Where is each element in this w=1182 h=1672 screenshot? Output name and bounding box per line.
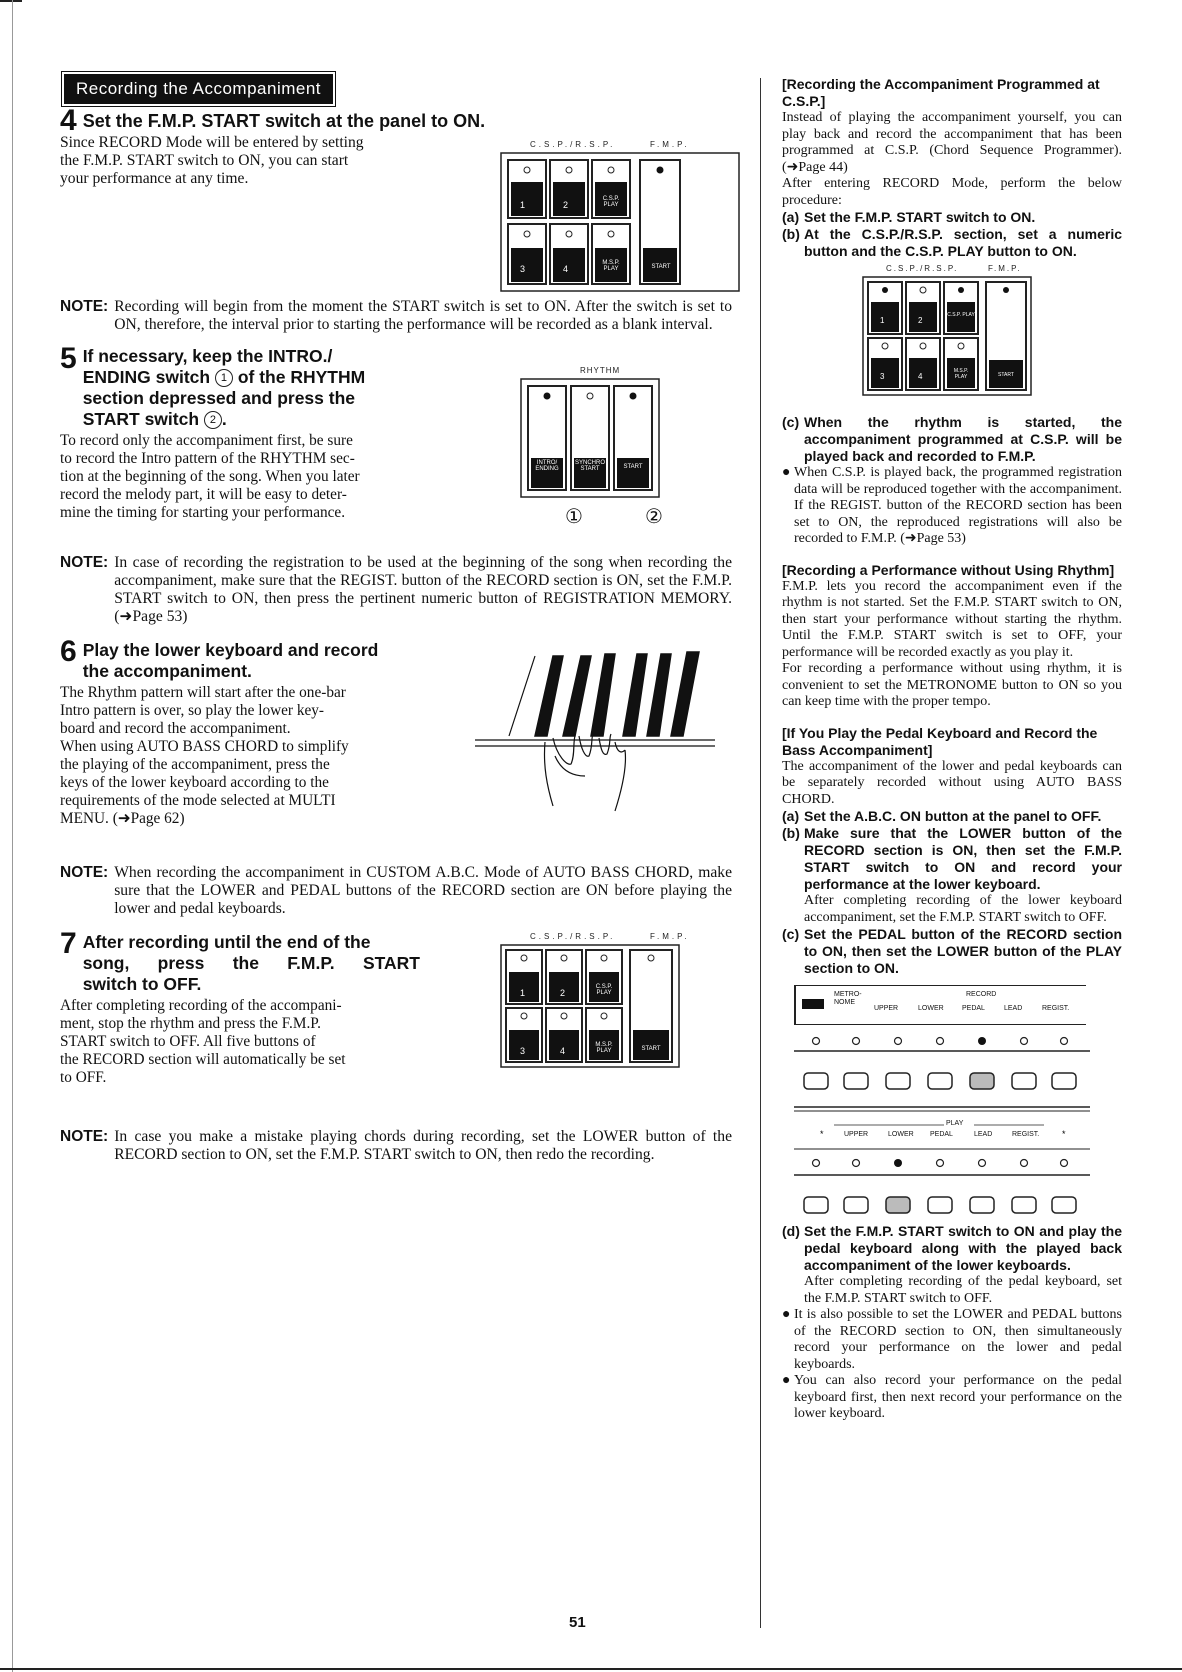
step-7-title-line-2: song, press the F.M.P. START <box>82 953 420 973</box>
pedal-step-c-label: (c) <box>782 926 800 942</box>
csp-btn-4: 4 <box>918 372 923 381</box>
step-6-line-3: board and record the accompaniment. <box>60 720 291 737</box>
rhythm-btn-intro: INTRO/ ENDING <box>535 460 559 472</box>
csp-panel-label-left: C.S.P./R.S.P. <box>886 264 959 273</box>
csp-btn-2: 2 <box>918 316 923 325</box>
note-2-label: NOTE: <box>60 554 109 571</box>
step-4-title: Set the F.M.P. START switch at the panel to ON. <box>82 111 486 131</box>
panel-buttons-bottom <box>508 224 630 284</box>
csp-panel-illustration <box>862 264 1122 410</box>
note-2-text: In case of recording the registration to be used at the beginning of the song when recording the accompaniment, make sure that the REGIST. button of the RECORD section is ON, set the F.M.P. START switch to ON, then press the pertinent numeric button of REGISTRATION MEMORY. (➜Page 53) <box>114 554 732 625</box>
step-6 <box>60 635 732 858</box>
csp-btn-start: START <box>998 372 1014 378</box>
csp-intro: Instead of playing the accompaniment yourself, you can play back and record the accompaniment that has been programmed at C.S.P. (Chord Sequence Programmer). (➜Page 44) <box>782 110 1122 175</box>
record-label-lower: LOWER <box>918 1005 944 1012</box>
play-star-left: * <box>820 1129 824 1139</box>
page-number: 51 <box>569 1614 586 1631</box>
step-7-line-2: ment, stop the rhythm and press the F.M.P. <box>60 1015 321 1032</box>
fmp-panel-illustration-step7 <box>500 932 740 1072</box>
btn7-label-msp-play: M.S.P. PLAY <box>595 1042 613 1054</box>
btn7-label-1: 1 <box>520 988 526 998</box>
play-label-lead: LEAD <box>974 1131 993 1138</box>
bullet-dot: ● <box>782 1307 791 1322</box>
step-5-heading <box>60 342 420 430</box>
pedal-bullet-2-text: You can also record your performance on the pedal keyboard first, then next record your performance on the lower keyboard. <box>794 1373 1122 1421</box>
step-4-body <box>60 134 440 188</box>
pedal-step-a <box>782 808 1122 825</box>
column-divider <box>760 78 761 1628</box>
step-5-title-line-4: START switch 2 . <box>82 409 227 429</box>
pedal-step-a-text: Set the A.B.C. ON button at the panel to OFF. <box>804 808 1102 824</box>
rhythm-btn-synchro: SYNCHRO START <box>574 460 605 472</box>
csp-panel-label-right: F.M.P. <box>988 264 1022 273</box>
btn-label-start: START <box>651 264 671 270</box>
record-panel-illustration <box>794 985 1094 1221</box>
pedal-step-b <box>782 825 1122 893</box>
csp-step-a <box>782 209 1122 226</box>
note-1-text: Recording will begin from the moment the START switch is set to ON. After the switch is set to ON, therefore, the interval prior to starting the performance will be recorded as a blank interval. <box>114 298 732 333</box>
play-star-right: * <box>1062 1129 1066 1139</box>
csp-bullet-text: When C.S.P. is played back, the programmed registration data will be reproduced together with the accompaniment. If the REGIST. button of the RECORD section has been set to ON, the reproduced registrations will also be recorded to F.M.P. (➜Page 53) <box>794 465 1122 546</box>
note-3-label: NOTE: <box>60 864 109 881</box>
csp-step-b <box>782 226 1122 260</box>
btn-label-4: 4 <box>563 264 569 274</box>
step-4-line-3: your performance at any time. <box>60 170 249 187</box>
panel-label-fmp-7: F.M.P. <box>650 932 690 941</box>
step-4 <box>60 104 732 290</box>
csp-btn-csp-play: C.S.P. PLAY <box>947 312 975 318</box>
panel-label-fmp: F.M.P. <box>650 140 690 149</box>
step-6-line-7: requirements of the mode selected at MULTI <box>60 792 336 809</box>
step-6-body <box>60 684 416 828</box>
panel-label-csp-7: C.S.P./R.S.P. <box>530 932 616 941</box>
btn-label-1: 1 <box>520 200 526 210</box>
btn-label-csp-play: C.S.P. PLAY <box>602 196 620 208</box>
step-5-title-line-2b: of the RHYTHM <box>237 367 366 387</box>
btn7-label-2: 2 <box>560 988 566 998</box>
step-7 <box>60 927 732 1122</box>
csp-btn-msp-play: M.S.P. PLAY <box>953 368 969 380</box>
bullet-dot: ● <box>782 465 791 480</box>
rhythm-panel-label: RHYTHM <box>580 366 621 375</box>
step-4-line-1: Since RECORD Mode will be entered by setting <box>60 134 364 151</box>
play-label-upper: UPPER <box>844 1131 869 1138</box>
section-banner <box>64 74 732 104</box>
pedal-heading: [If You Play the Pedal Keyboard and Record the Bass Accompaniment] <box>782 724 1098 758</box>
step-5-line-2: to record the Intro pattern of the RHYTHM sec- <box>60 450 355 467</box>
step-6-title-line-1: Play the lower keyboard and record <box>82 640 379 660</box>
pedal-step-c-text: Set the PEDAL button of the RECORD section to ON, then set the LOWER button of the PLAY section to ON. <box>804 926 1122 976</box>
pedal-bullet-1 <box>782 1307 1122 1373</box>
step-5-title-line-2 <box>83 367 420 388</box>
csp-btn-1: 1 <box>880 316 885 325</box>
corner-mark <box>0 0 22 8</box>
btn7-label-start: START <box>641 1046 661 1052</box>
csp-step-b-text: At the C.S.P./R.S.P. section, set a numeric button and the C.S.P. PLAY button to ON. <box>804 226 1122 259</box>
btn-label-2: 2 <box>563 200 569 210</box>
btn-label-msp-play: M.S.P. PLAY <box>602 260 620 272</box>
csp-btn-3: 3 <box>880 372 885 381</box>
rhythm-btn-start: START <box>623 464 643 470</box>
csp-step-c-label: (c) <box>782 414 800 430</box>
note-4 <box>60 1128 732 1164</box>
page-bottom-line <box>0 1668 1182 1670</box>
panel-label-csp: C.S.P./R.S.P. <box>530 140 616 149</box>
note-4-label: NOTE: <box>60 1128 109 1145</box>
fmp-panel-illustration-step4 <box>500 140 740 290</box>
rhythm-callout-1: ① <box>565 506 583 528</box>
step-5-line-5: mine the timing for starting your performance. <box>60 504 346 521</box>
note-2 <box>60 554 732 626</box>
record-label-pedal: PEDAL <box>962 1005 985 1012</box>
pedal-step-d-text: Set the F.M.P. START switch to ON and play the pedal keyboard along with the played back accompaniment of the lower keyboards. <box>804 1223 1122 1273</box>
pedal-step-d-label: (d) <box>782 1223 800 1239</box>
btn7-label-4: 4 <box>560 1046 566 1056</box>
pedal-step-c <box>782 926 1122 977</box>
note-4-text: In case you make a mistake playing chords during recording, set the LOWER button of the RECORD section to ON, set the F.M.P. START switch to ON, then redo the recording. <box>114 1128 732 1163</box>
step-7-title-line-1: After recording until the end of the <box>82 932 371 952</box>
step-6-line-5: the playing of the accompaniment, press the <box>60 756 330 773</box>
rhythm-panel-graphic <box>520 378 660 498</box>
step-7-number: 7 <box>60 927 77 960</box>
step-7-title-line-3: switch to OFF. <box>82 974 202 994</box>
btn7-label-3: 3 <box>520 1046 526 1056</box>
step-6-line-4: When using AUTO BASS CHORD to simplify <box>60 738 349 755</box>
step-6-line-8: MENU. (➜Page 62) <box>60 810 185 827</box>
pedal-step-d <box>782 1223 1122 1274</box>
note-3-text: When recording the accompaniment in CUSTOM A.B.C. Mode of AUTO BASS CHORD, make sure that the LOWER and PEDAL buttons of the RECORD section are ON before playing the lower and pedal keyboards. <box>114 864 732 917</box>
keyboard-hand-illustration <box>475 646 715 826</box>
pedal-step-b-text: Make sure that the LOWER button of the RECORD section is ON, then set the F.M.P. START switch to ON and record your performance at the lower keyboard. <box>804 825 1122 892</box>
step-7-line-4: the RECORD section will automatically be set <box>60 1051 346 1068</box>
step-4-number: 4 <box>60 104 77 137</box>
play-group-label: PLAY <box>946 1120 964 1127</box>
step-5-title-line-2a: ENDING switch <box>82 367 211 387</box>
play-label-regist: REGIST. <box>1012 1131 1040 1138</box>
step-6-heading <box>60 635 440 682</box>
csp-step-c-text: When the rhythm is started, the accompaniment programmed at C.S.P. will be played back and recorded to F.M.P. <box>804 414 1122 464</box>
step-7-body <box>60 997 414 1087</box>
circle-number-1: 1 <box>215 369 233 387</box>
norhythm-p2: For recording a performance without using rhythm, it is convenient to set the METRONOME button to ON so you can keep time with the proper tempo. <box>782 661 1122 709</box>
step-5-title-line-4a: START switch <box>82 409 200 429</box>
step-5-body <box>60 432 440 522</box>
step-5-line-1: To record only the accompaniment first, be sure <box>60 432 353 449</box>
note-1-label: NOTE: <box>60 298 109 315</box>
step-6-line-1: The Rhythm pattern will start after the one-bar <box>60 684 346 701</box>
btn-label-3: 3 <box>520 264 526 274</box>
step-6-title-line-2: the accompaniment. <box>82 661 252 681</box>
step-4-heading <box>60 104 732 137</box>
left-column <box>60 74 732 1164</box>
note-3 <box>60 864 732 918</box>
step-6-line-6: keys of the lower keyboard according to the <box>60 774 329 791</box>
step-5-line-3: tion at the beginning of the song. When you later <box>60 468 360 485</box>
note-1 <box>60 298 732 334</box>
step-6-line-2: Intro pattern is over, so play the lower key- <box>60 702 325 719</box>
play-label-lower: LOWER <box>888 1131 914 1138</box>
bullet-dot: ● <box>782 1373 791 1388</box>
rhythm-panel-illustration <box>520 366 720 541</box>
circle-number-2: 2 <box>204 411 222 429</box>
btn7-label-csp-play: C.S.P. PLAY <box>595 984 613 996</box>
rhythm-callout-2: ② <box>645 506 663 528</box>
step-7-line-1: After completing recording of the accompani- <box>60 997 342 1014</box>
page-edge-line <box>12 0 13 1672</box>
step-6-number: 6 <box>60 635 77 668</box>
pedal-bullet-2 <box>782 1373 1122 1423</box>
pedal-bullet-1-text: It is also possible to set the LOWER and PEDAL buttons of the RECORD section to ON, then simultaneously record your performance on the lower and pedal keyboards. <box>794 1307 1122 1372</box>
pedal-step-d-sub: After completing recording of the pedal keyboard, set the F.M.P. START switch to OFF. <box>804 1274 1122 1306</box>
norhythm-p1: F.M.P. lets you record the accompaniment even if the rhythm is not started. Set the F.M.P. START switch to ON, then start your performance without starting the rhythm. Until the F.M.P. START switch is set to OFF, your performance will be recorded exactly as you play it. <box>782 578 1122 660</box>
step-7-heading <box>60 927 420 995</box>
csp-step-b-label: (b) <box>782 226 800 242</box>
play-label-pedal: PEDAL <box>930 1131 953 1138</box>
csp-heading: [Recording the Accompaniment Programmed at C.S.P.] <box>782 76 1100 109</box>
record-label-lead: LEAD <box>1004 1005 1023 1012</box>
section-banner-title: Recording the Accompaniment <box>64 74 333 104</box>
step-5-number: 5 <box>60 342 77 375</box>
pedal-step-b-label: (b) <box>782 825 800 841</box>
csp-bullet <box>782 465 1122 548</box>
norhythm-heading: [Recording a Performance without Using Rhythm] <box>782 561 1115 578</box>
pedal-step-b-sub: After completing recording of the lower keyboard accompaniment, set the F.M.P. START switch to OFF. <box>804 893 1122 925</box>
record-label-regist: REGIST. <box>1042 1005 1070 1012</box>
step-5-line-4: record the melody part, it will be easy to deter- <box>60 486 347 503</box>
pedal-step-a-label: (a) <box>782 808 800 824</box>
step-4-line-2: the F.M.P. START switch to ON, you can start <box>60 152 349 169</box>
record-group-label: RECORD <box>966 991 997 998</box>
csp-after: After entering RECORD Mode, perform the below procedure: <box>782 176 1122 208</box>
right-column <box>782 76 1122 1423</box>
step-7-line-3: START switch to OFF. All five buttons of <box>60 1033 316 1050</box>
record-panel-graphic <box>794 985 1094 1221</box>
csp-step-c <box>782 414 1122 465</box>
step-5-title-line-1: If necessary, keep the INTRO./ <box>82 346 333 366</box>
step-5 <box>60 342 732 546</box>
metronome-label: METRO- NOME <box>834 991 862 1006</box>
step-7-line-5: to OFF. <box>60 1069 107 1086</box>
step-5-title-line-3: section depressed and press the <box>82 388 356 408</box>
csp-step-a-label: (a) <box>782 209 800 225</box>
pedal-p1: The accompaniment of the lower and pedal keyboards can be separately recorded without using AUTO BASS CHORD. <box>782 758 1122 807</box>
record-label-upper: UPPER <box>874 1005 899 1012</box>
csp-step-a-text: Set the F.M.P. START switch to ON. <box>804 209 1036 225</box>
